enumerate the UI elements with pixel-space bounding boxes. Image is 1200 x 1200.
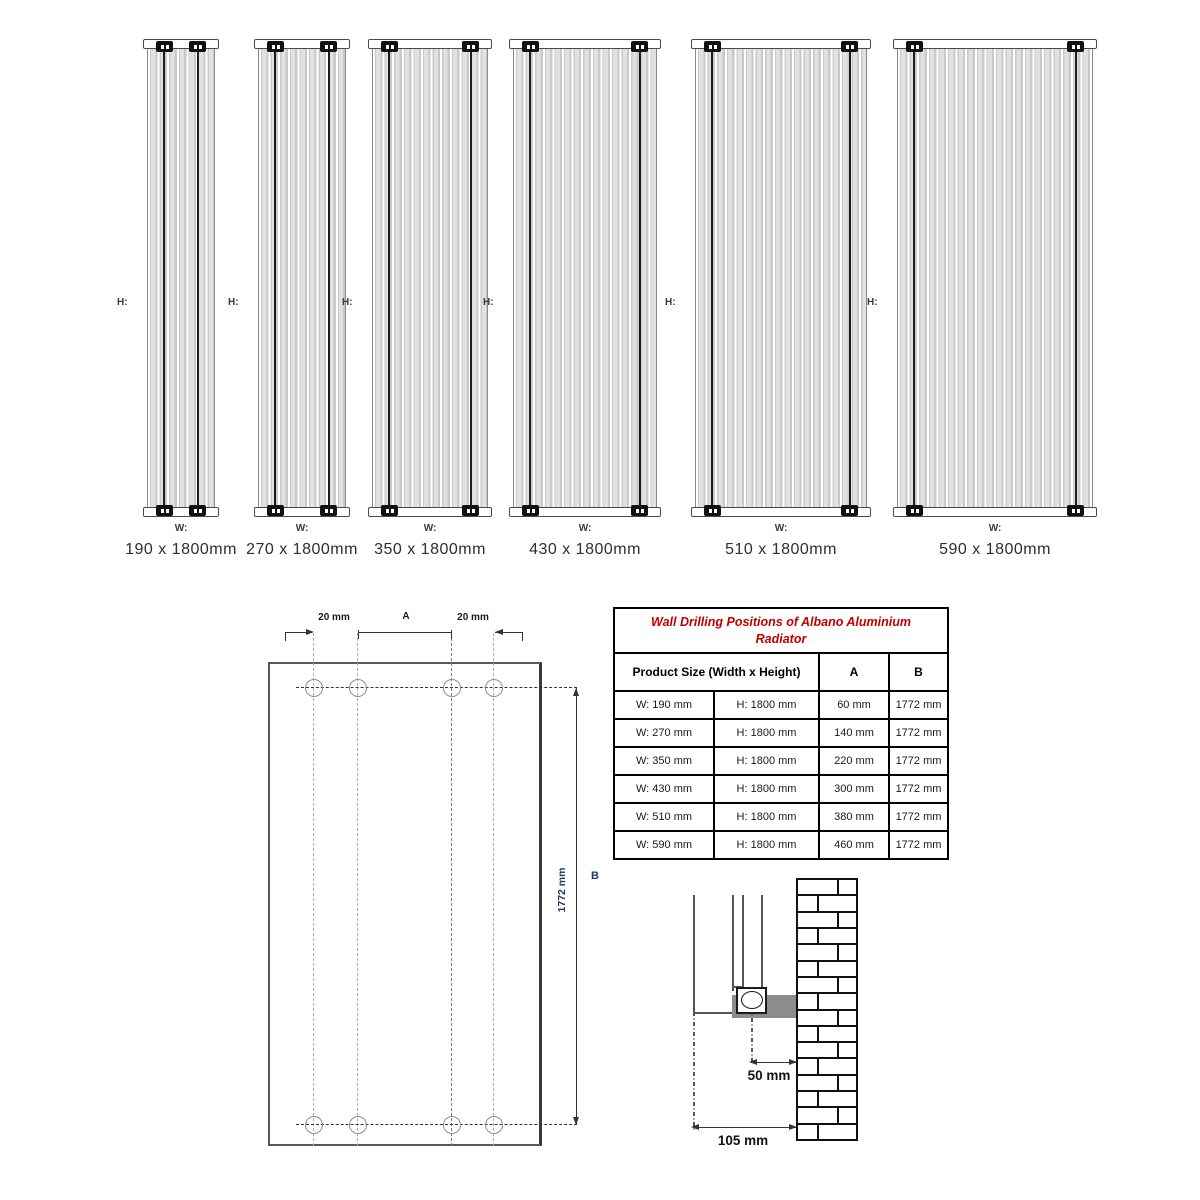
bracket-bolt-dot [161, 509, 164, 513]
mounting-bracket [906, 41, 923, 52]
radiator-body [695, 49, 867, 507]
mounting-bracket [906, 505, 923, 516]
bracket-bolt-dot [386, 45, 389, 49]
bracket-bolt-dot [277, 509, 280, 513]
cell-a: 60 mm [819, 691, 889, 719]
table-header-b: B [889, 653, 948, 691]
dim-label-1772mm: 1772 mm [556, 867, 568, 913]
mounting-rail-line [849, 49, 851, 507]
drill-hole [305, 1116, 323, 1134]
bracket-bolt-dot [527, 509, 530, 513]
brick-row [798, 1092, 856, 1108]
brick-row [798, 1076, 856, 1092]
bracket-bolt-dot [330, 45, 333, 49]
mounting-bracket [156, 41, 173, 52]
bracket-bolt-dot [714, 509, 717, 513]
width-label: W: [174, 523, 188, 534]
brick-joint [837, 880, 839, 894]
brick-joint [817, 1125, 819, 1139]
dim-arrow [691, 1124, 699, 1130]
mounting-bracket [841, 505, 858, 516]
cell-b: 1772 mm [889, 831, 948, 859]
cell-a: 300 mm [819, 775, 889, 803]
dim-tick [451, 630, 452, 639]
bracket-bolt-dot [851, 509, 854, 513]
hole-axis-line-3 [451, 633, 452, 1146]
size-label: 430 x 1800mm [529, 541, 641, 558]
brick-row [798, 896, 856, 912]
drill-hole [349, 1116, 367, 1134]
bracket-bolt-dot [272, 45, 275, 49]
mounting-rail-line [274, 49, 276, 507]
mounting-rail-line [1075, 49, 1077, 507]
table-header-a: A [819, 653, 889, 691]
bracket-bolt-dot [636, 45, 639, 49]
bracket-bolt-dot [532, 509, 535, 513]
width-label: W: [295, 523, 309, 534]
height-label: H: [228, 297, 239, 308]
radiator-body [147, 49, 215, 507]
cell-height: H: 1800 mm [714, 691, 819, 719]
mounting-bracket [156, 505, 173, 516]
cell-b: 1772 mm [889, 775, 948, 803]
drill-hole [485, 679, 503, 697]
drill-hole [443, 1116, 461, 1134]
bracket-bolt-dot [330, 509, 333, 513]
bracket-bolt-dot [1077, 45, 1080, 49]
bracket-bolt-dot [846, 509, 849, 513]
bracket-bolt-dot [166, 45, 169, 49]
bracket-bolt-dot [636, 509, 639, 513]
brick-joint [817, 896, 819, 910]
mounting-bracket [462, 41, 479, 52]
bracket-bolt-dot [391, 509, 394, 513]
dim-label-20mm-right: 20 mm [457, 612, 489, 623]
height-label: H: [665, 297, 676, 308]
bracket-bolt-dot [1072, 45, 1075, 49]
brick-row [798, 962, 856, 978]
cell-width: W: 430 mm [614, 775, 714, 803]
table-row [614, 775, 948, 803]
radiator-tube-line [742, 895, 744, 990]
cell-a: 380 mm [819, 803, 889, 831]
bracket-bolt-dot [199, 45, 202, 49]
bracket-bolt-dot [472, 45, 475, 49]
mounting-bracket [522, 505, 539, 516]
bracket-bolt-dot [325, 509, 328, 513]
brick-joint [817, 1059, 819, 1073]
dim-tick [358, 630, 359, 639]
cell-b: 1772 mm [889, 719, 948, 747]
table-title [614, 608, 948, 653]
hole-axis-line-1 [313, 633, 314, 1146]
bracket-bolt-dot [386, 509, 389, 513]
brick-joint [817, 1027, 819, 1041]
cell-width: W: 510 mm [614, 803, 714, 831]
size-label: 270 x 1800mm [246, 541, 358, 558]
table-row [614, 719, 948, 747]
mounting-bracket [522, 41, 539, 52]
width-label: W: [774, 523, 788, 534]
brick-row [798, 1043, 856, 1059]
cell-a: 460 mm [819, 831, 889, 859]
cell-height: H: 1800 mm [714, 719, 819, 747]
brick-joint [837, 1011, 839, 1025]
cell-height: H: 1800 mm [714, 831, 819, 859]
bracket-bolt-dot [1077, 509, 1080, 513]
cell-width: W: 590 mm [614, 831, 714, 859]
brick-joint [837, 978, 839, 992]
bracket-bolt-dot [709, 509, 712, 513]
cell-b: 1772 mm [889, 691, 948, 719]
top-hole-row-line [296, 687, 577, 688]
mounting-rail-line [197, 49, 199, 507]
brick-joint [817, 962, 819, 976]
bracket-bolt-dot [467, 509, 470, 513]
brick-joint [837, 1076, 839, 1090]
dim-label-20mm-left: 20 mm [318, 612, 350, 623]
mounting-rail-line [163, 49, 165, 507]
brick-row [798, 880, 856, 896]
hole-axis-line-2 [357, 633, 358, 1146]
dim-arrow [306, 629, 314, 635]
table-row [614, 803, 948, 831]
bracket-bolt-dot [161, 45, 164, 49]
radiator-190mm [117, 39, 237, 558]
bracket-bolt-dot [325, 45, 328, 49]
dim-arrow [573, 1117, 579, 1125]
bracket-bolt-dot [166, 509, 169, 513]
brick-joint [837, 945, 839, 959]
radiator-outline-rect [268, 662, 542, 1146]
radiator-tube-line [732, 895, 734, 991]
width-label: W: [423, 523, 437, 534]
brick-row [798, 994, 856, 1010]
table-header-product-size: Product Size (Width x Height) [614, 653, 819, 691]
dim-label-50mm: 50 mm [747, 1068, 791, 1083]
dim-line-b [576, 688, 577, 1125]
width-label: W: [988, 523, 1002, 534]
bracket-bolt-dot [199, 509, 202, 513]
bracket-bolt-dot [851, 45, 854, 49]
mounting-bracket [841, 41, 858, 52]
mounting-bracket [189, 41, 206, 52]
bracket-bolt-dot [911, 45, 914, 49]
bracket-bolt-dot [467, 45, 470, 49]
mounting-rail-line [388, 49, 390, 507]
drilling-positions-table [613, 607, 949, 860]
drill-hole [485, 1116, 503, 1134]
bracket-bolt-dot [641, 509, 644, 513]
mounting-bracket [381, 41, 398, 52]
cell-b: 1772 mm [889, 747, 948, 775]
mounting-bracket [320, 41, 337, 52]
brick-joint [837, 913, 839, 927]
mounting-bracket [704, 505, 721, 516]
dim-label-b: B [591, 870, 599, 882]
cell-height: H: 1800 mm [714, 803, 819, 831]
table-title-text: Wall Drilling Positions of Albano Aluminium Radiator [651, 614, 911, 646]
radiator-350mm [342, 39, 492, 558]
radiator-body [258, 49, 346, 507]
bracket-bolt-dot [272, 509, 275, 513]
mounting-rail-line [913, 49, 915, 507]
dim-line-a [358, 632, 452, 633]
bracket-bolt-dot [277, 45, 280, 49]
mounting-rail-line [639, 49, 641, 507]
top-cap [143, 39, 219, 49]
table-row [614, 831, 948, 859]
size-label: 190 x 1800mm [125, 541, 237, 558]
brick-joint [837, 1108, 839, 1122]
mounting-rail-line [711, 49, 713, 507]
bracket-bolt-dot [846, 45, 849, 49]
brick-wall [796, 878, 858, 1141]
cell-width: W: 350 mm [614, 747, 714, 775]
bracket-bolt-dot [1072, 509, 1075, 513]
dim-label-a: A [402, 611, 410, 622]
radiator-tube-line [761, 895, 763, 990]
mounting-bracket [267, 41, 284, 52]
bottom-hole-row-line [296, 1124, 577, 1125]
height-label: H: [867, 297, 878, 308]
bracket-bolt-dot [641, 45, 644, 49]
height-label: H: [342, 297, 353, 308]
radiator-body [513, 49, 657, 507]
height-label: H: [483, 297, 494, 308]
brick-row [798, 1059, 856, 1075]
cell-a: 140 mm [819, 719, 889, 747]
cell-width: W: 190 mm [614, 691, 714, 719]
mounting-rail-line [470, 49, 472, 507]
mounting-bracket [189, 505, 206, 516]
cell-b: 1772 mm [889, 803, 948, 831]
brick-joint [817, 994, 819, 1008]
bracket-bolt-dot [911, 509, 914, 513]
dim-tick [285, 632, 286, 641]
mounting-bracket [267, 505, 284, 516]
mounting-rail-line [529, 49, 531, 507]
dim-tick [522, 632, 523, 641]
radiator-590mm [867, 39, 1097, 558]
bottom-cap [143, 507, 219, 517]
bracket-bolt-dot [916, 509, 919, 513]
dim-arrow [573, 688, 579, 696]
brick-row [798, 1027, 856, 1043]
brick-row [798, 1108, 856, 1124]
mounting-rail-line [328, 49, 330, 507]
radiator-430mm [483, 39, 661, 558]
bracket-bolt-dot [916, 45, 919, 49]
table-row [614, 747, 948, 775]
cell-a: 220 mm [819, 747, 889, 775]
mounting-bracket [631, 505, 648, 516]
mounting-bracket [462, 505, 479, 516]
bracket-bolt-dot [527, 45, 530, 49]
hole-axis-line-4 [493, 633, 494, 1146]
size-label: 350 x 1800mm [374, 541, 486, 558]
bracket-bolt-dot [194, 509, 197, 513]
radiator-510mm [665, 39, 871, 558]
bracket-bolt-dot [709, 45, 712, 49]
size-label: 590 x 1800mm [939, 541, 1051, 558]
dim-arrow [495, 629, 503, 635]
bracket-bolt-dot [532, 45, 535, 49]
radiator-bottom-line [693, 1012, 733, 1014]
bracket-bolt-dot [472, 509, 475, 513]
centerline-front [693, 1012, 695, 1130]
table-row [614, 691, 948, 719]
brick-row [798, 945, 856, 961]
drill-hole [305, 679, 323, 697]
brick-row [798, 913, 856, 929]
radiator-front-line [693, 895, 695, 1013]
mounting-bracket [1067, 41, 1084, 52]
brick-joint [817, 1092, 819, 1106]
mounting-bracket [320, 505, 337, 516]
mounting-bracket [704, 41, 721, 52]
mounting-bracket [631, 41, 648, 52]
brick-row [798, 1011, 856, 1027]
dim-line-105mm [693, 1127, 796, 1128]
drill-hole [443, 679, 461, 697]
height-label: H: [117, 297, 128, 308]
cell-height: H: 1800 mm [714, 775, 819, 803]
brick-row [798, 978, 856, 994]
radiator-body [897, 49, 1093, 507]
brick-joint [837, 1043, 839, 1057]
cell-height: H: 1800 mm [714, 747, 819, 775]
dim-label-105mm: 105 mm [717, 1133, 769, 1148]
cell-width: W: 270 mm [614, 719, 714, 747]
bracket-pipe-circle [741, 991, 763, 1009]
mounting-bracket [381, 505, 398, 516]
brick-row [798, 929, 856, 945]
mounting-bracket [1067, 505, 1084, 516]
brick-joint [817, 929, 819, 943]
bracket-bolt-dot [714, 45, 717, 49]
size-label: 510 x 1800mm [725, 541, 837, 558]
drill-hole [349, 679, 367, 697]
radiator-270mm [228, 39, 358, 558]
bracket-bolt-dot [391, 45, 394, 49]
dim-arrow [749, 1059, 757, 1065]
bracket-bolt-dot [194, 45, 197, 49]
brick-row [798, 1125, 856, 1139]
width-label: W: [578, 523, 592, 534]
